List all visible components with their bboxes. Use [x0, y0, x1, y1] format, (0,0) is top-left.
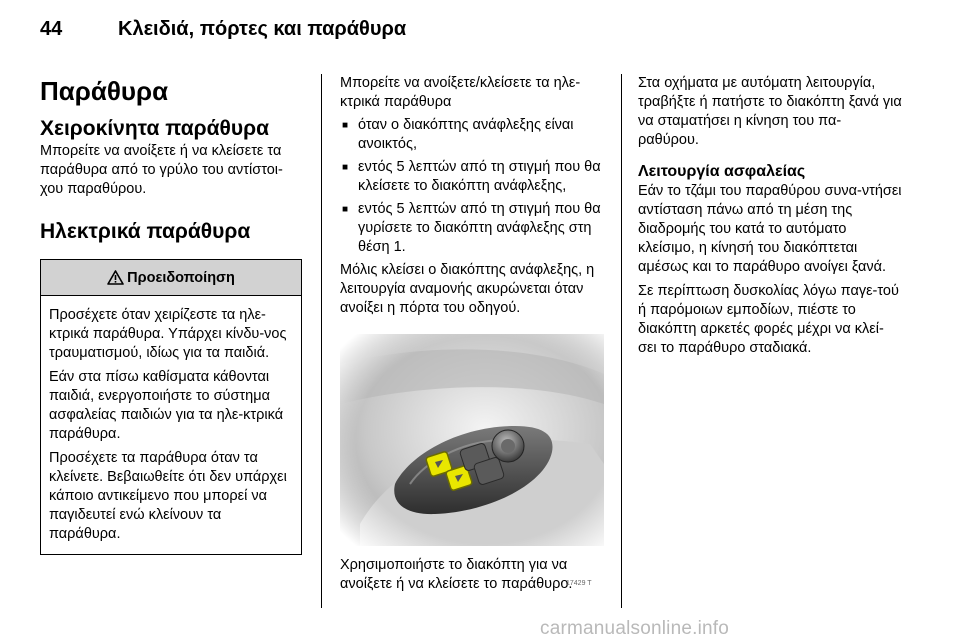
photo-caption: Χρησιμοποιήστε το διακόπτη για να ανοίξετε ή να κλείσετε το παράθυρο. [340, 557, 573, 592]
column-1 [40, 74, 302, 555]
warning-title: Προειδοποίηση [127, 269, 235, 286]
watermark: carmanualsonline.info [540, 618, 730, 639]
warning-paragraph: Προσέχετε τα παράθυρα όταν τα κλείνετε. Βεβαιωθείτε ότι δεν υπάρχει κάποιο αντικείμενο που μπορεί να παγιδευτεί ενώ κλείνουν τα παράθυρα. [49, 450, 287, 542]
list-item: ■ εντός 5 λεπτών από τη στιγμή που θα γυρίσετε το διακόπτη ανάφλεξης στη θέση 1. [340, 200, 604, 257]
auto-function-text: Στα οχήματα με αυτόματη λειτουργία, τραβήξτε ή πατήστε το διακόπτη ξανά για να σταματήσει η κίνηση του πα-ραθύρου. [638, 75, 902, 148]
column-divider-2 [621, 74, 622, 608]
warning-body [41, 296, 301, 554]
safety-function-heading: Λειτουργία ασφαλείας [638, 163, 806, 180]
warning-header [41, 260, 301, 296]
difficulty-text: Σε περίπτωση δυσκολίας λόγω παγε-τού ή παρόμοιων εμποδίων, πιέστε το διακόπτη αρκετές φορές μέχρι να κλεί-σει το παράθυρο σταδιακά. [638, 283, 899, 356]
column-3 [638, 74, 902, 358]
electric-windows-heading: Ηλεκτρικά παράθυρα [40, 220, 251, 243]
warning-paragraph: Εάν στα πίσω καθίσματα κάθονται παιδιά, ενεργοποιήστε το σύστημα ασφαλείας παιδιών για τα ηλε-κτρικά παράθυρα. [49, 369, 284, 442]
page-header [40, 18, 406, 42]
manual-windows-heading: Χειροκίνητα παράθυρα [40, 117, 269, 140]
warning-paragraph: Προσέχετε όταν χειρίζεστε τα ηλε-κτρικά παράθυρα. Υπάρχει κίνδυ-νος τραυματισμού, ιδίως για τα παιδιά. [49, 307, 287, 361]
safety-function-text: Εάν το τζάμι του παραθύρου συνα-ντήσει αντίσταση πάνω από τη μέση της διαδρομής του κατά το αυτόματο κλείσιμο, η κίνησή του διακόπτεται αμέσως και το παράθυρο ανοίγει ξανά. [638, 183, 902, 275]
list-item: ■ εντός 5 λεπτών από τη στιγμή που θα κλείσετε το διακόπτη ανάφλεξης, [340, 158, 604, 196]
electric-windows-intro: Μπορείτε να ανοίξετε/κλείσετε τα ηλε-κτρικά παράθυρα [340, 75, 581, 110]
window-switch-photo [340, 334, 604, 546]
column-divider-1 [321, 74, 322, 608]
list-item: ■ όταν ο διακόπτης ανάφλεξης είναι ανοικτός, [340, 116, 604, 154]
section-heading: Παράθυρα [40, 76, 169, 106]
column-2 [340, 74, 604, 594]
warning-box [40, 259, 302, 555]
page-number: 44 [40, 18, 63, 40]
manual-windows-text: Μπορείτε να ανοίξετε ή να κλείσετε τα παράθυρα από το γρύλο του αντίστοι-χου παραθύρου. [40, 143, 283, 197]
door-switch-illustration [340, 334, 604, 546]
standby-text: Μόλις κλείσει ο διακόπτης ανάφλεξης, η λειτουργία αναμονής ακυρώνεται όταν ανοίξει η πόρτα του οδηγού. [340, 262, 595, 316]
image-code: 17429 T [566, 580, 592, 587]
conditions-list [340, 116, 604, 257]
warning-triangle-icon [107, 270, 124, 285]
chapter-title: Κλειδιά, πόρτες και παράθυρα [118, 18, 407, 40]
